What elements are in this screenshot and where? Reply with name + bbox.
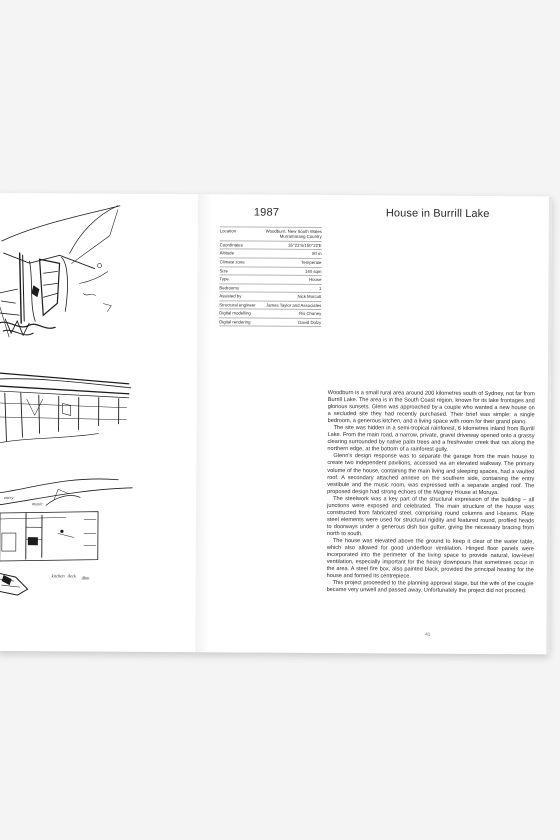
project-title: House in Burrill Lake — [385, 207, 490, 220]
body-paragraph: The site was hidden in a semi-tropical rainforest, 6 kilometres inland from Burrill Lake. From the main road, a narrow, private, gravel driveway opened onto a grassy clearing surrounded by native palm trees and a freshwater creek that ran along the northern edge, at the bottom of a rainforest gully. — [327, 425, 535, 454]
body-paragraph: The steelwork was a key part of the structural expression of the building – all junctions were exposed and celebrated. The main structure of the house was constructed from fabricated steel, comprising round columns and I-beams. Plate steel elements were used for structural rigidity and featured round, profiled heads to doorways under a generous dish box gutter, giving the necessary bracing from north to south. — [326, 495, 535, 538]
details-label: Digital modelling — [219, 310, 251, 316]
details-value: Woodburn, New South Wales Murramarang Country — [265, 228, 322, 240]
details-label: Assisted by — [219, 293, 242, 299]
book-spread — [0, 193, 552, 654]
details-label: Size — [219, 267, 228, 273]
details-value: Nick Murcutt — [297, 294, 322, 300]
page-number: 41 — [425, 631, 431, 637]
book-gutter — [195, 194, 212, 652]
architectural-sketch — [0, 193, 200, 652]
details-row — [219, 318, 321, 327]
details-label: Type — [219, 276, 229, 282]
details-label: Climate zone — [219, 259, 245, 265]
sketch-drawing — [0, 193, 200, 652]
page-edge — [546, 196, 552, 654]
project-year: 1987 — [253, 206, 280, 219]
details-value: 1 — [319, 285, 322, 291]
details-value: James Taylor and Associates — [265, 302, 322, 308]
project-description — [327, 390, 535, 596]
body-paragraph: Glenn's design response was to separate the garage from the main house to create two independent pavilions, accessed via an elevated walkway. The primary volume of the house, containing the main living and sleeping spaces, had a vaulted roof. A secondary attached annexe on the southern side, containing the entry vestibule and the music room, was expressed with a separate angled roof. The proposed design had strong echoes of the Magney House at Moruya. — [327, 453, 535, 496]
details-value: 35°23'S/150°22'E — [288, 242, 322, 248]
details-label: Structural engineer — [219, 302, 256, 308]
details-value: 140 sqm — [305, 268, 322, 274]
sketch-note-music: music — [32, 501, 43, 507]
details-value: Ris Chaney — [299, 311, 322, 317]
details-label: Bedrooms — [219, 284, 240, 291]
details-row — [220, 226, 322, 242]
body-paragraph: The house was elevated above the ground to keep it clear of the water table, which also allowed for good underfloor ventilation. Hinged floor panels were incorporated into the perimeter of the living space to provide natural, low-level ventilation, especially important for the heavy downpours that sometimes occur in the area. A steel fire box, also painted black, provided the principal heating for the house and formed its centrepiece. — [326, 538, 534, 580]
body-paragraph: Woodburn is a small rural area around 200 kilometres south of Sydney, not far from Burrill Lake. The area is in the South Coast region, known for its lake frontages and glorious sunsets. Glenn was approached by a couple who wanted a new house on a secluded site they had recently purchased. Their brief was simple: a single bedroom, a generous kitchen, and a living space with room for their grand piano. — [327, 390, 535, 426]
details-label: Altitude — [219, 250, 234, 256]
sketch-note-kitchen: kitchen — [51, 573, 65, 579]
details-label: Digital rendering — [219, 319, 251, 325]
sketch-note-dbm: dbm — [81, 575, 90, 581]
body-paragraph: This project proceeded to the planning approval stage, but the wife of the couple became very unwell and passed away. Unfortunately the project did not proceed. — [326, 580, 534, 595]
details-value: 80 m — [312, 251, 322, 257]
details-label: Location — [219, 228, 237, 234]
details-label: Coordinates — [219, 242, 243, 248]
details-value: David Dolzy — [298, 319, 322, 325]
project-details-table — [219, 226, 322, 327]
sketch-note-deck: deck — [67, 573, 76, 579]
details-value: Temperate — [301, 259, 322, 265]
details-value: House — [309, 276, 322, 283]
sketch-note-entry: entry — [4, 495, 14, 501]
